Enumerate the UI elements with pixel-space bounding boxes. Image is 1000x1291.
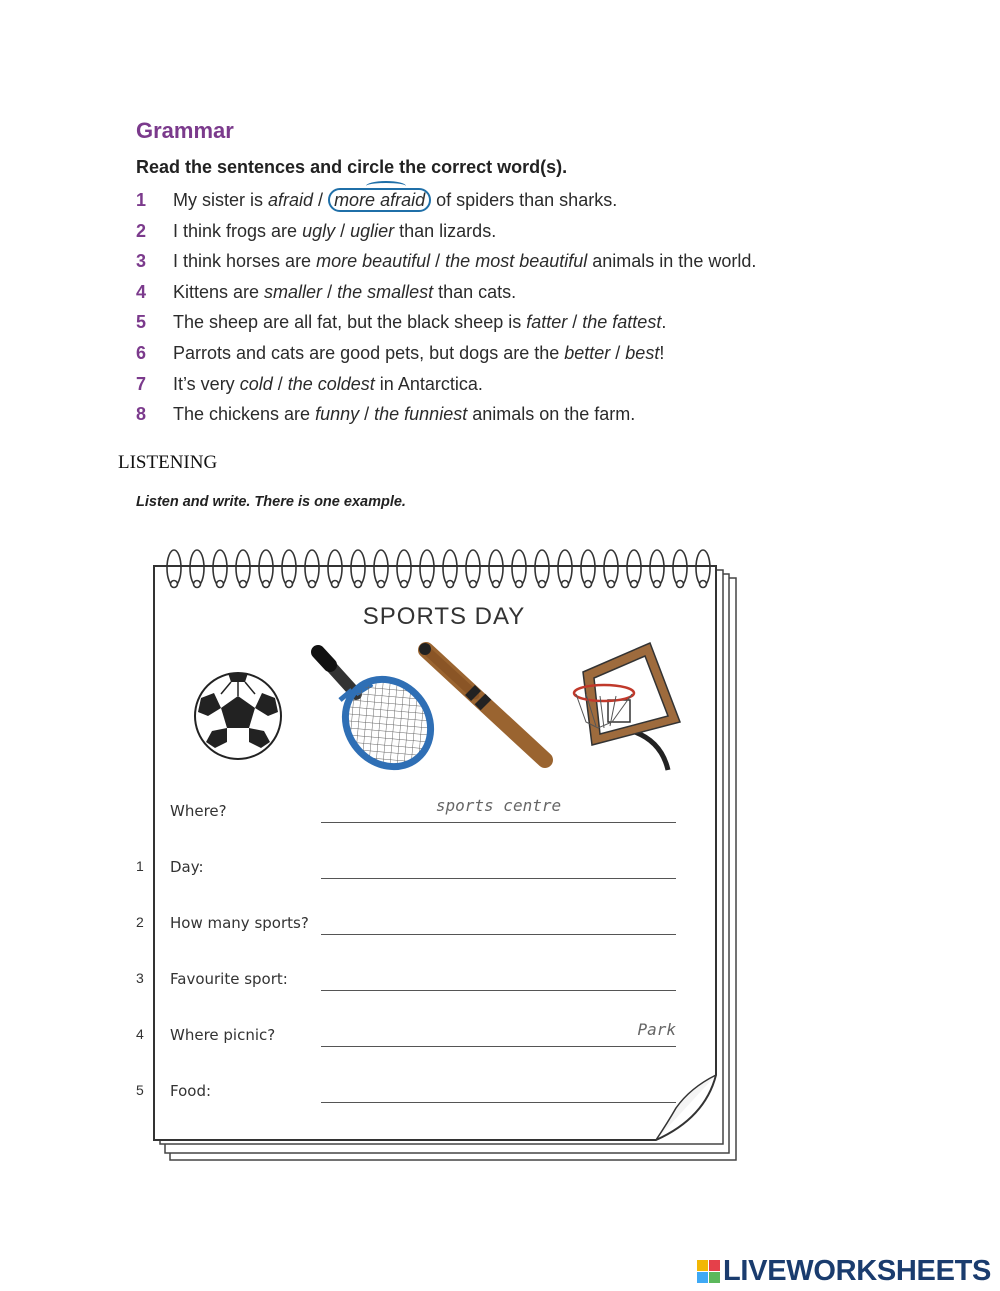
sentence-text-before: The chickens are [173,404,316,425]
option-1[interactable]: more beautiful [316,251,431,272]
row-number: 1 [136,858,144,874]
option-separator: / [335,220,351,241]
option-2-circled[interactable]: more afraid [328,188,431,212]
option-1[interactable]: better [564,342,611,363]
option-separator: / [313,190,329,210]
sentence-text-before: Parrots and cats are good pets, but dogs are the [173,342,565,363]
option-separator: / [430,251,446,272]
option-2[interactable]: the funniest [374,404,468,425]
answer-line [321,990,676,991]
notebook-title: SPORTS DAY [362,603,526,630]
logo-blocks-icon [697,1260,720,1283]
option-1[interactable]: cold [239,373,273,394]
option-separator: / [610,342,626,363]
sentence-text-before: I think horses are [173,251,317,272]
sentence-number: 5 [136,312,147,333]
option-2[interactable]: uglier [350,220,395,241]
grammar-instruction: Read the sentences and circle the correct word(s). [136,157,568,177]
logo-text: LIVEWORKSHEETS [723,1254,992,1287]
option-2[interactable]: best [625,342,660,363]
answer-line [321,1046,676,1047]
answer-line [321,1102,676,1103]
sentence-text-after: animals on the farm. [467,404,636,425]
row-label: Food: [170,1082,212,1100]
row-label: Where picnic? [170,1026,276,1044]
sentence-text-after: animals in the world. [587,251,757,272]
answer-field-example[interactable]: sports centre [435,796,562,815]
row-label: How many sports? [170,914,309,932]
answer-line [321,934,676,935]
option-1[interactable]: fatter [526,312,568,333]
sentence-number: 7 [136,373,147,394]
option-2[interactable]: the coldest [287,373,375,394]
option-1[interactable]: ugly [302,220,336,241]
form-row-4 [0,1020,1000,1050]
form-row-example [0,796,1000,826]
form-row-3 [0,964,1000,994]
sentence-number: 1 [136,190,147,210]
sentence-number: 3 [136,251,147,272]
listening-heading: LISTENING [118,452,218,473]
sentence-text-after: of spiders than sharks. [431,190,618,210]
form-row-1 [0,852,1000,882]
row-number: 3 [136,970,144,986]
sentence-text-before: It’s very [173,373,240,394]
option-separator: / [359,404,375,425]
sentence-number: 4 [136,281,147,302]
sentence-text-after: than lizards. [394,220,497,241]
sentence-number: 6 [136,342,147,363]
row-number: 2 [136,914,144,930]
sentence-text-before: I think frogs are [173,220,303,241]
answer-line [321,822,676,823]
sentence-text-before: My sister is [173,190,269,210]
option-separator: / [567,312,583,333]
football-icon [195,673,281,759]
sentence-text-after: in Antarctica. [374,373,483,394]
sentence-text-after: ! [659,342,665,363]
answer-field-4[interactable]: Park [637,1020,676,1039]
option-2[interactable]: the smallest [337,281,434,302]
row-label: Where? [170,802,227,820]
option-separator: / [272,373,288,394]
answer-line [321,878,676,879]
option-1[interactable]: funny [315,404,360,425]
grammar-title: Grammar [136,118,234,143]
form-row-5 [0,1076,1000,1106]
option-2[interactable]: the fattest [582,312,662,333]
option-1[interactable]: afraid [268,190,314,210]
sentence-text-before: Kittens are [173,281,265,302]
row-label: Day: [170,858,204,876]
option-separator: / [322,281,338,302]
sentence-number: 2 [136,220,147,241]
row-label: Favourite sport: [170,970,288,988]
row-number: 5 [136,1082,144,1098]
sentence-text-after: than cats. [433,281,517,302]
liveworksheets-logo [697,1256,991,1286]
option-1[interactable]: smaller [264,281,323,302]
sentence-text-before: The sheep are all fat, but the black sheep is [173,312,527,333]
sentence-text-after: . [661,312,667,333]
sentence-number: 8 [136,404,147,425]
listening-instruction: Listen and write. There is one example. [136,494,406,510]
form-row-2 [0,908,1000,938]
option-2[interactable]: the most beautiful [445,251,588,272]
row-number: 4 [136,1026,144,1042]
